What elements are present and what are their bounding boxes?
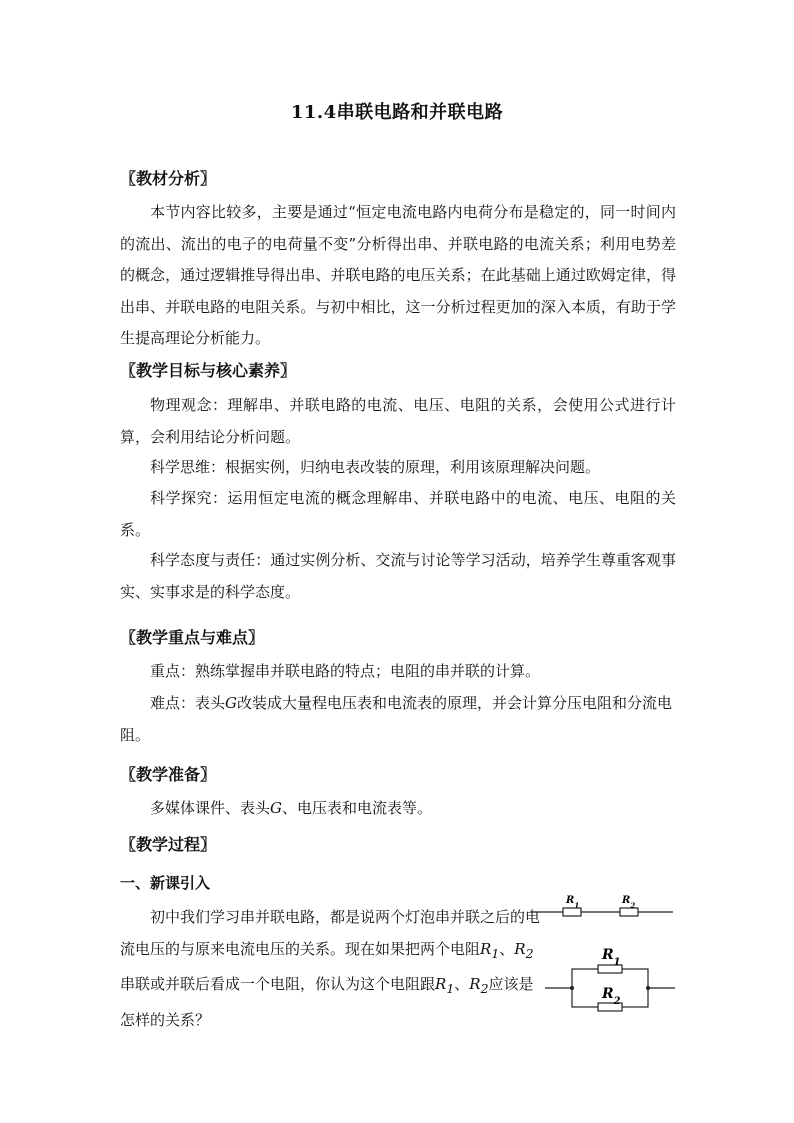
- parallel-label-r1: $R_1$: [602, 947, 621, 968]
- r1-subscript: 1: [491, 945, 500, 961]
- r2-subscript-2: 2: [480, 981, 489, 996]
- heading-goals: 〖教学目标与核心素养〗: [120, 361, 297, 380]
- circuit-figure: [525, 888, 685, 1023]
- galvanometer-symbol: G: [225, 694, 237, 712]
- goal-scientific-thinking: 科学思维：根据实例，归纳电表改装的原理，利用该原理解决问题。: [150, 458, 601, 476]
- prep-text-b: 、电压表和电流表等。: [282, 799, 433, 817]
- series-circuit: [530, 895, 673, 916]
- goal-physics-concept: 物理观念：理解串、并联电路的电流、电压、电阻的关系，会使用公式进行计算，会利用结论分析问题。: [120, 396, 676, 446]
- goal-scientific-attitude: 科学态度与责任：通过实例分析、交流与讨论等学习活动，培养学生尊重客观事实、实事求是的科学态度。: [120, 551, 676, 601]
- prep-paragraph: [120, 793, 676, 825]
- subheading-intro: 一、新课引入: [120, 874, 211, 892]
- intro-paragraph: [120, 902, 540, 1036]
- heading-key-points: 〖教学重点与难点〗: [120, 628, 265, 647]
- parallel-circuit: [545, 947, 675, 1011]
- r2-symbol-2: R: [469, 975, 481, 993]
- intro-separator: 、: [499, 939, 515, 958]
- key-point-focus: 重点：熟练掌握串并联电路的特点；电阻的串并联的计算。: [150, 662, 541, 680]
- heading-analysis: 〖教材分析〗: [120, 169, 217, 188]
- intro-text-2: 串联或并联后看成一个电阻，你认为这个电阻跟: [120, 975, 436, 993]
- series-label-r2: $R_2$: [622, 895, 636, 910]
- series-resistor-r2: [620, 908, 638, 916]
- r1-symbol-2: R: [435, 975, 447, 993]
- key-point-difficulty: [120, 688, 676, 751]
- heading-prep: 〖教学准备〗: [120, 765, 217, 784]
- intro-text-3: 应该是怎样的关系？: [120, 975, 534, 1029]
- heading-process: 〖教学过程〗: [120, 835, 217, 854]
- analysis-paragraph: 本节内容比较多，主要是通过“恒定电流电路内电荷分布是稳定的，同一时间内的流出、流出的电子的电荷量不变”分析得出串、并联电路的电流关系；利用电势差的概念，通过逻辑推导得出串、并联电路的电压关系；在此基础上通过欧姆定律，得出串、并联电路的电阻关系。与初中相比，这一分析过程更加的深入本质，有助于学生提高理论分析能力。: [120, 203, 676, 347]
- page-title: 11.4串联电路和并联电路: [290, 102, 504, 123]
- r2-subscript: 2: [525, 945, 534, 961]
- difficulty-text-a: 难点：表头: [150, 694, 226, 712]
- r1-symbol: R: [480, 939, 492, 958]
- prep-text-a: 多媒体课件、表头: [150, 799, 271, 817]
- intro-text-1: 初中我们学习串并联电路，都是说两个灯泡串并联之后的电流电压的与原来电流电压的关系。现在如果把两个电阻: [120, 908, 541, 958]
- intro-separator-2: 、: [454, 975, 470, 993]
- junction-left: [570, 986, 574, 990]
- goal-scientific-inquiry: 科学探究：运用恒定电流的概念理解串、并联电路中的电流、电压、电阻的关系。: [120, 489, 676, 539]
- parallel-label-r2: $R_2$: [602, 986, 621, 1007]
- junction-right: [646, 986, 650, 990]
- prep-galvanometer-symbol: G: [270, 799, 282, 817]
- r1-subscript-2: 1: [446, 981, 455, 996]
- series-label-r1: $R_1$: [566, 895, 580, 910]
- r2-symbol: R: [514, 939, 526, 958]
- difficulty-text-b: 改装成大量程电压表和电流表的原理，并会计算分压电阻和分流电阻。: [120, 694, 673, 744]
